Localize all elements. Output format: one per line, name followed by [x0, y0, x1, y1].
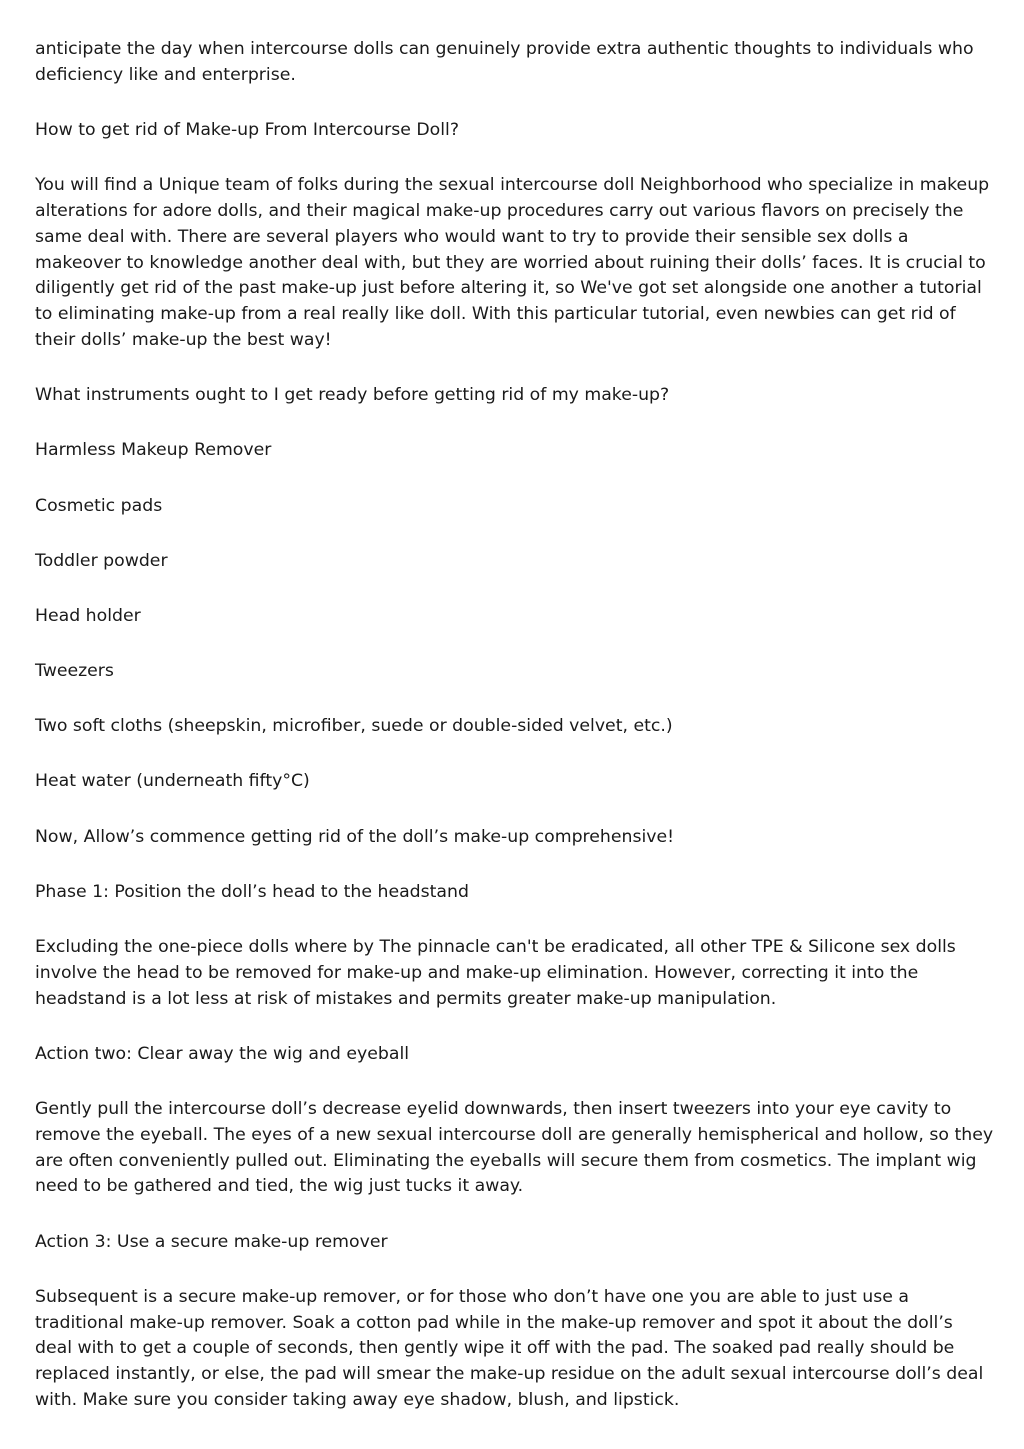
heading-instruments: What instruments ought to I get ready before getting rid of my make-up? — [35, 385, 670, 406]
paragraph-phase-1: Excluding the one-piece dolls where by The pinnacle can't be eradicated, all other TPE & Silicone sex dolls involve the head to be removed for make-up and make-up elimination. However, correcting it into the headstand is a lot less at risk of mistakes and permits greater make-up manipulation. — [35, 937, 956, 1009]
heading-how-to-remove-makeup: How to get rid of Make-up From Intercourse Doll? — [35, 119, 460, 140]
paragraph-action-2: Gently pull the intercourse doll’s decrease eyelid downwards, then insert tweezers into your eye cavity to remove the eyeball. The eyes of a new sexual intercourse doll are generally hemispherical and hollow, so they are often conveniently pulled out. Eliminating the eyeballs will secure them from cosmetics. The implant wig need to be gathered and tied, the wig just tucks it away. — [35, 1098, 994, 1197]
paragraph-unique-team: You will find a Unique team of folks during the sexual intercourse doll Neighborhood who specialize in makeup alterations for adore dolls, and their magical make-up procedures carry out various flavors on precisely the same deal with. There are several players who would want to try to provide their sensible sex dolls a makeover to knowledge another deal with, but they are worried about ruining their dolls’ faces. It is crucial to diligently get rid of the past make-up just before altering it, so We've got set alongside one another a tutorial to eliminating make-up from a real really like doll. With this particular tutorial, even newbies can get rid of their dolls’ make-up the best way! — [35, 175, 990, 350]
list-item-toddler-powder: Toddler powder — [35, 550, 168, 571]
list-item-heat-water: Heat water (underneath fifty°C) — [35, 771, 310, 792]
paragraph-intro-continuation: anticipate the day when intercourse dolls can genuinely provide extra authentic thoughts to individuals who deficiency like and enterprise. — [35, 39, 974, 85]
heading-action-2: Action two: Clear away the wig and eyeball — [35, 1043, 410, 1064]
paragraph-commence: Now, Allow’s commence getting rid of the doll’s make-up comprehensive! — [35, 826, 675, 847]
list-item-soft-cloths: Two soft cloths (sheepskin, microfiber, suede or double-sided velvet, etc.) — [35, 716, 673, 737]
paragraph-action-3: Subsequent is a secure make-up remover, or for those who don’t have one you are able to just use a traditional make-up remover. Soak a cotton pad while in the make-up remover and spot it about the doll’s deal with to get a couple of seconds, then gently wipe it off with the pad. The soaked pad really should be replaced instantly, or else, the pad will smear the make-up residue on the adult sexual intercourse doll’s deal with. Make sure you consider taking away eye shadow, blush, and lipstick. — [35, 1286, 984, 1410]
list-item-tweezers: Tweezers — [35, 661, 114, 682]
heading-action-3: Action 3: Use a secure make-up remover — [35, 1231, 388, 1252]
document-body — [35, 37, 995, 1443]
list-item-cosmetic-pads: Cosmetic pads — [35, 495, 163, 516]
list-item-head-holder: Head holder — [35, 605, 141, 626]
list-item-makeup-remover: Harmless Makeup Remover — [35, 440, 272, 461]
heading-phase-1: Phase 1: Position the doll’s head to the headstand — [35, 881, 469, 902]
